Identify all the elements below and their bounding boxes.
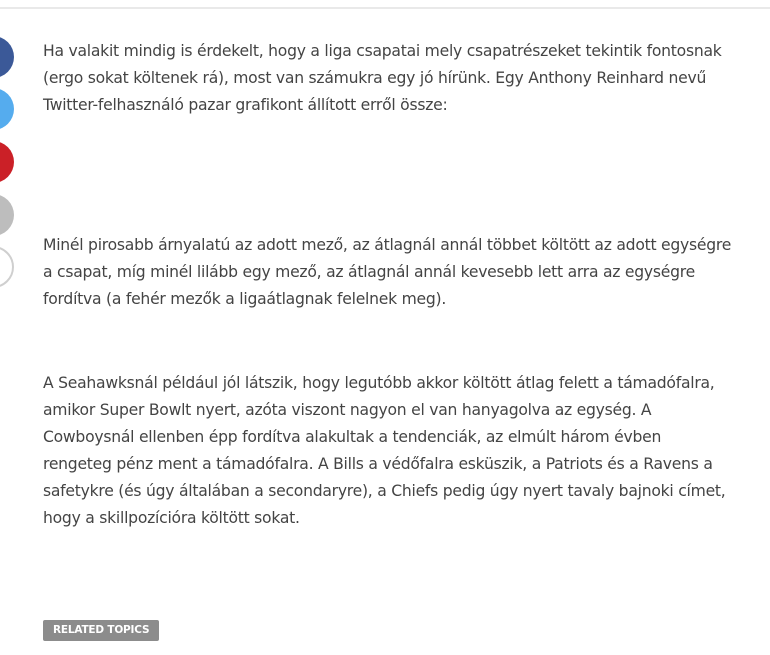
twitter-share-button[interactable] <box>0 88 14 130</box>
more-share-button[interactable] <box>0 194 14 236</box>
article-paragraph: Ha valakit mindig is érdekelt, hogy a liga csapatai mely csapatrészeket tekintik fontosnak (ergo sokat költenek rá), most van számukra egy jó hírünk. Egy Anthony Reinhard nevű Twitter-felhasználó pazar grafikont állított erről össze: <box>43 42 722 114</box>
pinterest-share-button[interactable] <box>0 141 14 183</box>
article-paragraph: A Seahawksnál például jól látszik, hogy legutóbb akkor költött átlag felett a támadófalra, amikor Super Bowlt nyert, azóta viszont nagyon el van hanyagolva az egység. A Cowboysnál ellenben épp fordítva alakultak a tendenciák, az elmúlt három évben rengeteg pénz ment a támadófalra. A Bills a védőfalra esküszik, a Patriots és a Ravens a safetykre (és úgy általában a secondaryre), a Chiefs pedig úgy nyert tavaly bajnoki címet, hogy a skillpozícióra költött sokat. <box>43 374 726 527</box>
facebook-share-button[interactable] <box>0 36 14 78</box>
related-topics-tag[interactable]: RELATED TOPICS <box>43 620 159 641</box>
header-divider <box>0 0 770 9</box>
article-paragraph: Minél pirosabb árnyalatú az adott mező, az átlagnál annál többet költött az adott egységre a csapat, míg minél lilább egy mező, az átlagnál annál kevesebb lett arra az egységre fordítva (a fehér mezők a ligaátlagnak felelnek meg). <box>43 236 732 308</box>
email-share-button[interactable] <box>0 246 14 288</box>
